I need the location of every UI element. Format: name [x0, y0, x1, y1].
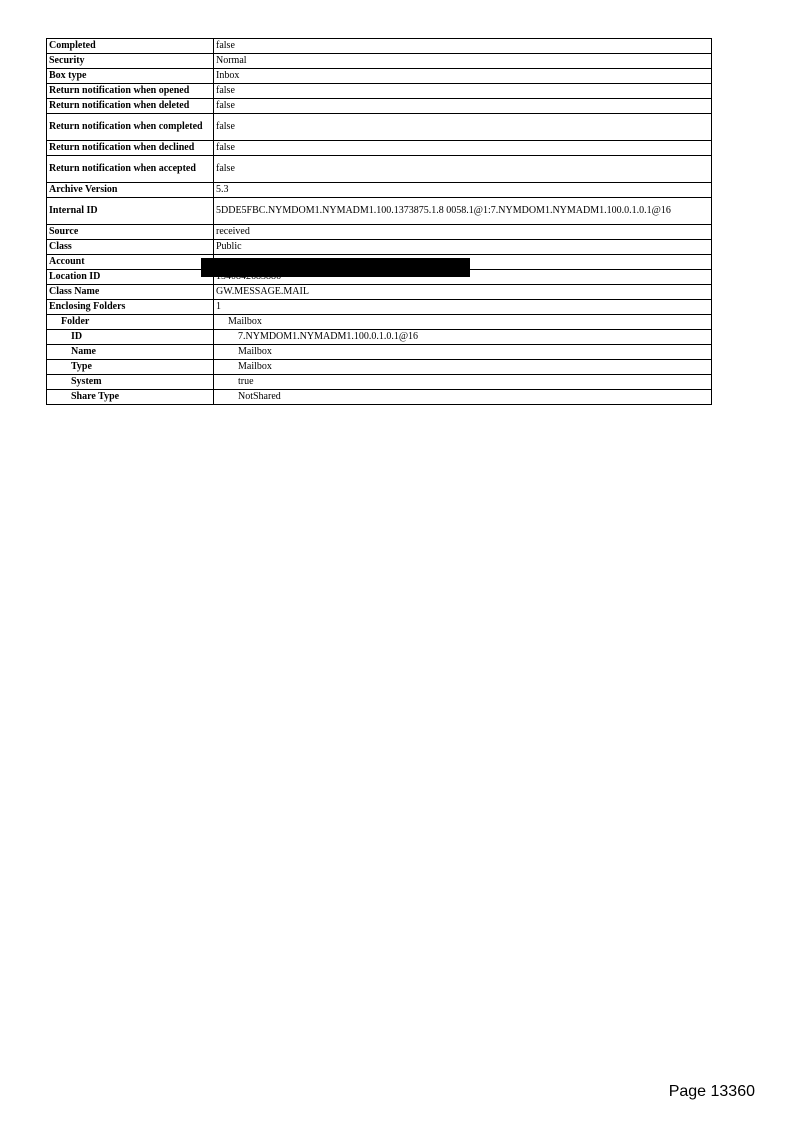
- property-value: Mailbox: [214, 315, 712, 330]
- property-key: Account: [47, 255, 214, 270]
- property-key: Return notification when accepted: [47, 156, 214, 183]
- property-value: false: [214, 141, 712, 156]
- property-value: Public: [214, 240, 712, 255]
- table-row: [47, 156, 712, 183]
- property-key: Folder: [47, 315, 214, 330]
- table-row: [47, 225, 712, 240]
- table-row: [47, 84, 712, 99]
- property-key: Security: [47, 54, 214, 69]
- table-row: [47, 345, 712, 360]
- property-key: Enclosing Folders: [47, 300, 214, 315]
- table-row: [47, 300, 712, 315]
- table-row: [47, 390, 712, 405]
- property-key: System: [47, 375, 214, 390]
- properties-table: [46, 38, 712, 405]
- property-value: false: [214, 156, 712, 183]
- property-value: received: [214, 225, 712, 240]
- property-value: 7.NYMDOM1.NYMADM1.100.0.1.0.1@16: [214, 330, 712, 345]
- table-row: [47, 69, 712, 84]
- property-key: Box type: [47, 69, 214, 84]
- table-row: [47, 183, 712, 198]
- property-value: false: [214, 84, 712, 99]
- table-row: [47, 330, 712, 345]
- table-row: [47, 99, 712, 114]
- table-row: [47, 240, 712, 255]
- property-value: false: [214, 99, 712, 114]
- property-key: Class: [47, 240, 214, 255]
- property-value: false: [214, 39, 712, 54]
- property-value: Inbox: [214, 69, 712, 84]
- property-key: Location ID: [47, 270, 214, 285]
- property-key: Type: [47, 360, 214, 375]
- property-key: Name: [47, 345, 214, 360]
- table-row: [47, 141, 712, 156]
- property-key: ID: [47, 330, 214, 345]
- property-value: GW.MESSAGE.MAIL: [214, 285, 712, 300]
- table-row: [47, 360, 712, 375]
- property-value: Mailbox: [214, 360, 712, 375]
- property-value: 5.3: [214, 183, 712, 198]
- property-key: Return notification when deleted: [47, 99, 214, 114]
- property-key: Return notification when completed: [47, 114, 214, 141]
- property-key: Source: [47, 225, 214, 240]
- table-row: [47, 39, 712, 54]
- property-key: Return notification when declined: [47, 141, 214, 156]
- table-row: [47, 54, 712, 69]
- property-value: false: [214, 114, 712, 141]
- table-row: [47, 198, 712, 225]
- table-row: [47, 114, 712, 141]
- property-key: Archive Version: [47, 183, 214, 198]
- property-key: Return notification when opened: [47, 84, 214, 99]
- property-value: Mailbox: [214, 345, 712, 360]
- property-key: Completed: [47, 39, 214, 54]
- property-value: 5DDE5FBC.NYMDOM1.NYMADM1.100.1373875.1.8 0058.1@1:7.NYMDOM1.NYMADM1.100.0.1.0.1@16: [214, 198, 712, 225]
- redaction-box: [201, 258, 470, 277]
- property-key: Class Name: [47, 285, 214, 300]
- property-value: NotShared: [214, 390, 712, 405]
- table-row: [47, 375, 712, 390]
- property-value: Normal: [214, 54, 712, 69]
- table-row: [47, 285, 712, 300]
- page-number: Page 13360: [668, 1083, 755, 1100]
- table-row: [47, 315, 712, 330]
- property-value: true: [214, 375, 712, 390]
- property-key: Share Type: [47, 390, 214, 405]
- property-key: Internal ID: [47, 198, 214, 225]
- property-value: 1: [214, 300, 712, 315]
